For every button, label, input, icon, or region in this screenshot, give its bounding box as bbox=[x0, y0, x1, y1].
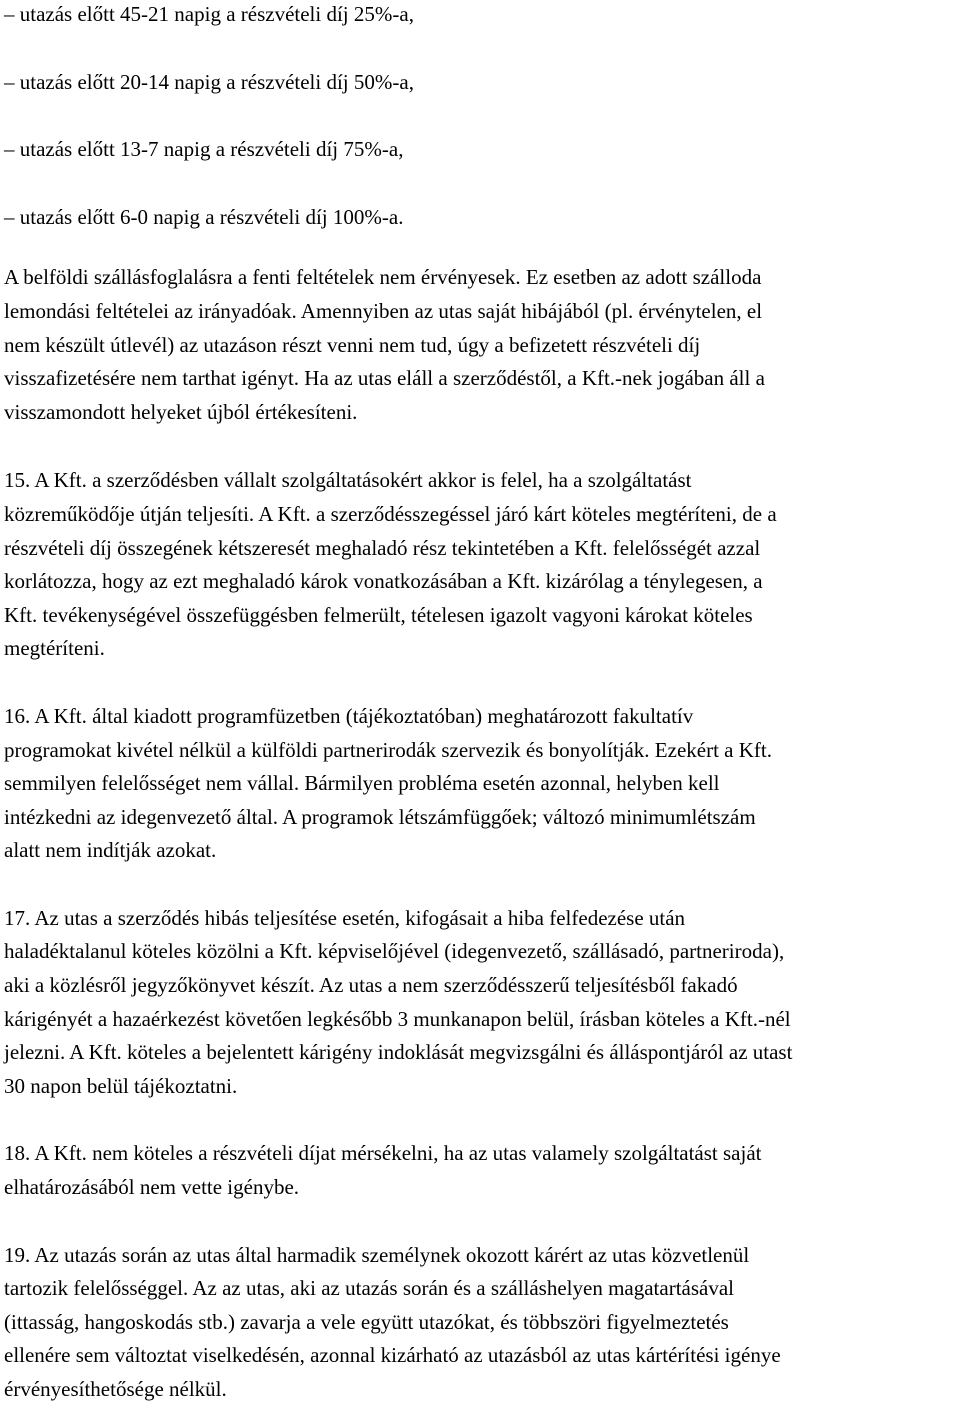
clause-18-paragraph bbox=[4, 1137, 959, 1204]
text-line: alatt nem indítják azokat. bbox=[4, 838, 217, 863]
text-line: A belföldi szállásfoglalásra a fenti feltételek nem érvényesek. Ez esetben az adott szálloda bbox=[4, 265, 762, 290]
document-page bbox=[4, 0, 959, 1407]
domestic-booking-paragraph bbox=[4, 261, 959, 429]
clause-17-paragraph bbox=[4, 902, 959, 1104]
clause-15-paragraph bbox=[4, 464, 959, 666]
text-line: 15. A Kft. a szerződésben vállalt szolgáltatásokért akkor is felel, ha a szolgáltatást bbox=[4, 468, 692, 493]
text-line: 30 napon belül tájékoztatni. bbox=[4, 1073, 238, 1098]
text-line: nem készült útlevél) az utazáson részt venni nem tud, úgy a befizetett részvételi díj bbox=[4, 332, 701, 357]
clause-16-paragraph bbox=[4, 700, 959, 868]
text-line: aki a közlésről jegyzőkönyvet készít. Az utas a nem szerződésszerű teljesítésből fakadó bbox=[4, 973, 738, 998]
text-line: 18. A Kft. nem köteles a részvételi díjat mérsékelni, ha az utas valamely szolgáltatást saját bbox=[4, 1141, 762, 1166]
text-line: (ittasság, hangoskodás stb.) zavarja a vele együtt utazókat, és többszöri figyelmeztetés bbox=[4, 1309, 729, 1334]
text-line: lemondási feltételei az irányadóak. Amennyiben az utas saját hibájából (pl. érvénytelen, el bbox=[4, 298, 763, 323]
cancellation-fee-item: – utazás előtt 13-7 napig a részvételi díj 75%-a, bbox=[4, 137, 404, 162]
text-line: megtéríteni. bbox=[4, 636, 105, 661]
text-line: intézkedni az idegenvezető által. A programok létszámfüggőek; változó minimumlétszám bbox=[4, 804, 756, 829]
text-line: programokat kivétel nélkül a külföldi partnerirodák szervezik és bonyolítják. Ezekért a Kft. bbox=[4, 737, 772, 762]
cancellation-fee-item: – utazás előtt 6-0 napig a részvételi díj 100%-a. bbox=[4, 204, 404, 229]
text-line: visszamondott helyeket újból értékesíteni. bbox=[4, 399, 358, 424]
text-line: haladéktalanul köteles közölni a Kft. képviselőjével (idegenvezető, szállásadó, partneriroda), bbox=[4, 939, 785, 964]
text-line: kárigényét a hazaérkezést követően legkésőbb 3 munkanapon belül, írásban köteles a Kft.-nél bbox=[4, 1006, 791, 1031]
text-line: semmilyen felelősséget nem vállal. Bármilyen probléma esetén azonnal, helyben kell bbox=[4, 771, 720, 796]
text-line: 19. Az utazás során az utas által harmadik személynek okozott kárért az utas közvetlenül bbox=[4, 1242, 750, 1267]
text-line: Kft. tevékenységével összefüggésben felmerült, tételesen igazolt vagyoni károkat köteles bbox=[4, 602, 753, 627]
text-line: tartozik felelősséggel. Az az utas, aki az utazás során és a szálláshelyen magatartásával bbox=[4, 1276, 735, 1301]
text-line: részvételi díj összegének kétszeresét meghaladó rész tekintetében a Kft. felelősségét azzal bbox=[4, 535, 761, 560]
text-line: visszafizetésére nem tarthat igényt. Ha az utas eláll a szerződéstől, a Kft.-nek jogában áll a bbox=[4, 366, 765, 391]
text-line: elhatározásából nem vette igénybe. bbox=[4, 1175, 300, 1200]
text-line: 17. Az utas a szerződés hibás teljesítése esetén, kifogásait a hiba felfedezése után bbox=[4, 905, 686, 930]
cancellation-fee-item: – utazás előtt 45-21 napig a részvételi díj 25%-a, bbox=[4, 2, 414, 26]
text-line: közreműködője útján teljesíti. A Kft. a szerződésszegéssel járó kárt köteles megtéríteni, de a bbox=[4, 501, 777, 526]
clause-19-paragraph bbox=[4, 1239, 959, 1407]
cancellation-fee-item: – utazás előtt 20-14 napig a részvételi díj 50%-a, bbox=[4, 69, 414, 94]
text-line: ellenére sem változtat viselkedésén, azonnal kizárható az utazásból az utas kártérítési igénye bbox=[4, 1343, 781, 1368]
text-line: jelezni. A Kft. köteles a bejelentett kárigény indoklását megvizsgálni és álláspontjáról az utast bbox=[4, 1040, 793, 1065]
text-line: korlátozza, hogy az ezt meghaladó károk vonatkozásában a Kft. kizárólag a ténylegesen, a bbox=[4, 569, 763, 594]
text-line: 16. A Kft. által kiadott programfüzetben (tájékoztatóban) meghatározott fakultatív bbox=[4, 703, 694, 728]
text-line: érvényesíthetősége nélkül. bbox=[4, 1377, 227, 1401]
